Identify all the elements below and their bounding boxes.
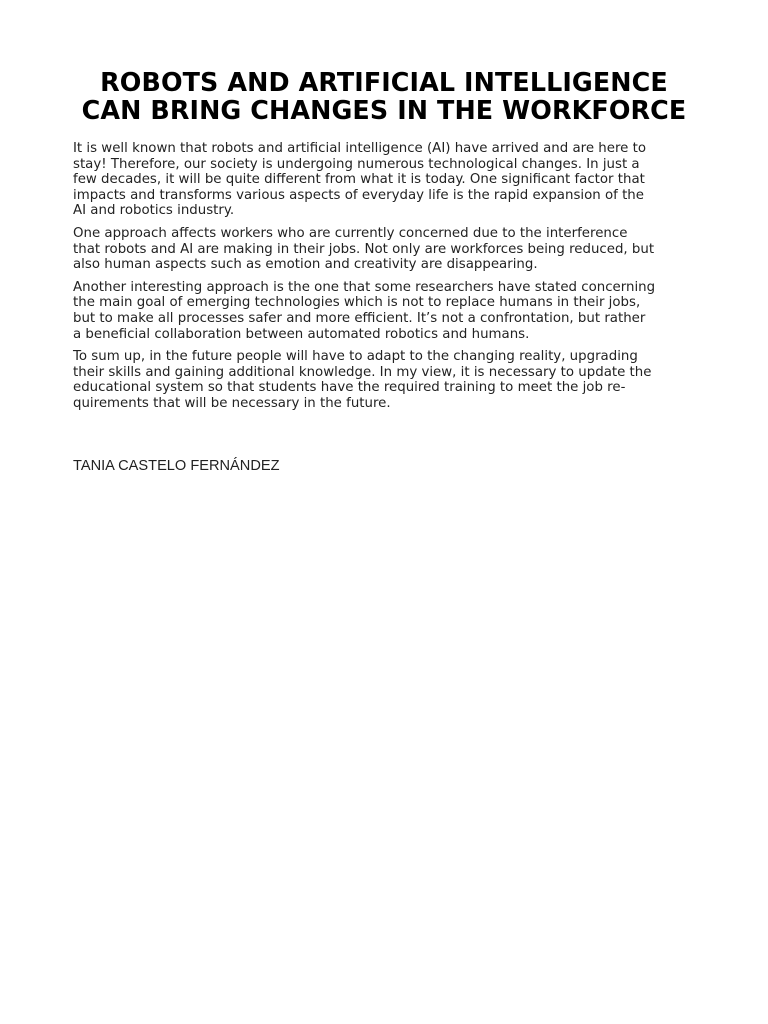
paragraph-line: It is well known that robots and artificial intelligence (AI) have arrived and are here to <box>73 141 646 156</box>
paragraph-1 <box>73 141 698 219</box>
paragraph-line: impacts and transforms various aspects of everyday life is the rapid expansion of the <box>73 187 644 203</box>
document-title <box>60 68 708 124</box>
paragraph-line: educational system so that students have the required training to meet the job re- <box>73 380 626 396</box>
paragraph-2 <box>73 226 698 273</box>
paragraph-line: also human aspects such as emotion and creativity are disappearing. <box>73 257 538 273</box>
author-name: TANIA CASTELO FERNÁNDEZ <box>73 458 280 474</box>
title-line-1: ROBOTS AND ARTIFICIAL INTELLIGENCE <box>100 67 668 97</box>
paragraph-line: a beneficial collaboration between automated robotics and humans. <box>73 326 530 342</box>
paragraph-line: One approach affects workers who are currently concerned due to the interference <box>73 225 628 241</box>
paragraph-4 <box>73 349 698 411</box>
paragraph-line: their skills and gaining additional knowledge. In my view, it is necessary to update the <box>73 364 652 380</box>
paragraph-line: but to make all processes safer and more efficient. It’s not a confrontation, but rather <box>73 310 646 326</box>
paragraph-line: stay! Therefore, our society is undergoing numerous technological changes. In just a <box>73 156 640 172</box>
paragraph-line: that robots and AI are making in their jobs. Not only are workforces being reduced, but <box>73 241 655 257</box>
document-body <box>73 141 698 419</box>
paragraph-line: quirements that will be necessary in the future. <box>73 395 391 411</box>
paragraph-line: AI and robotics industry. <box>73 203 235 219</box>
title-line-2: CAN BRING CHANGES IN THE WORKFORCE <box>81 95 687 125</box>
paragraph-line: few decades, it will be quite different from what it is today. One significant factor that <box>73 172 645 188</box>
paragraph-line: the main goal of emerging technologies which is not to replace humans in their jobs, <box>73 295 641 311</box>
paragraph-line: To sum up, in the future people will have to adapt to the changing reality, upgrading <box>73 349 638 365</box>
paragraph-line: Another interesting approach is the one that some researchers have stated concerning <box>73 279 656 295</box>
paragraph-3 <box>73 280 698 342</box>
